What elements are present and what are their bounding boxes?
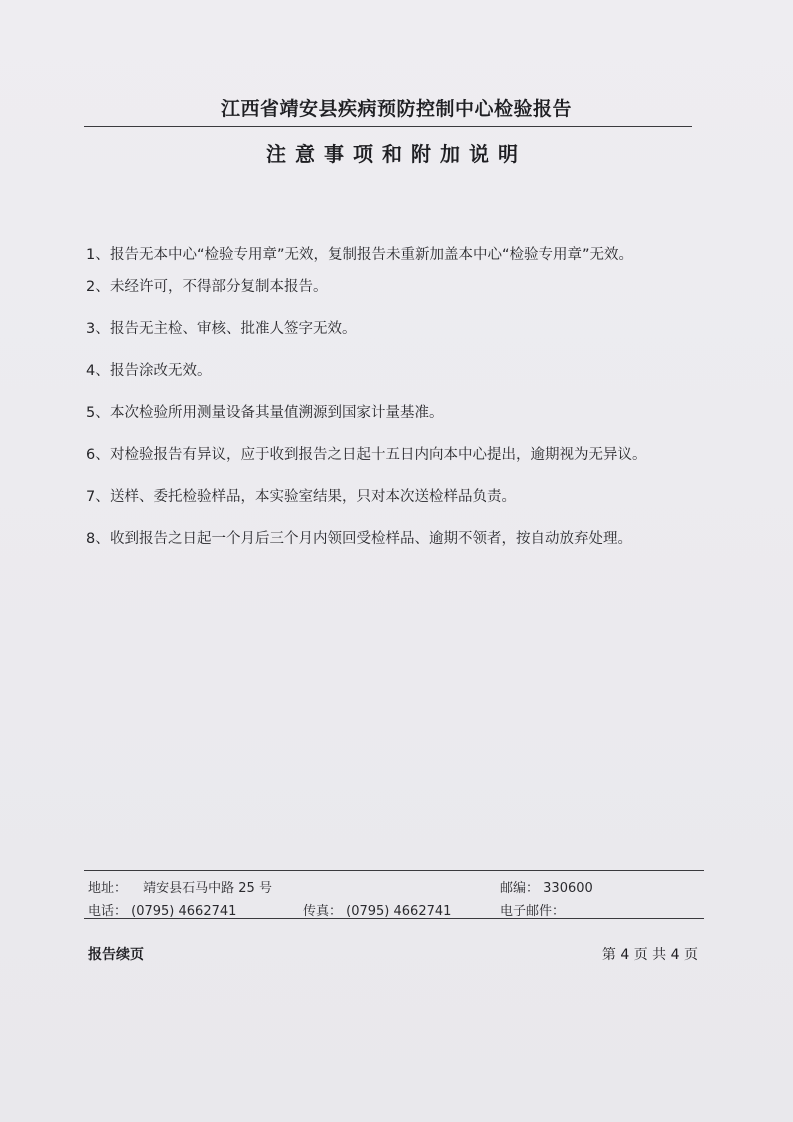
email-line <box>500 900 565 919</box>
note-item <box>86 528 706 550</box>
postcode-line <box>500 877 593 896</box>
fax-label: 传真： <box>303 904 343 919</box>
note-item <box>86 276 706 298</box>
note-number: 6、 <box>86 447 110 463</box>
note-number: 2、 <box>86 279 110 295</box>
note-number: 4、 <box>86 363 110 379</box>
page-number: 第 4 页 共 4 页 <box>601 947 698 963</box>
note-text: 报告涂改无效。 <box>110 363 212 379</box>
note-item <box>86 234 706 276</box>
note-number: 1、 <box>86 247 110 263</box>
fax-value: (0795) 4662741 <box>346 904 452 919</box>
postcode-label: 邮编： <box>500 881 540 896</box>
phone-label: 电话： <box>88 904 128 919</box>
note-text: 收到报告之日起一个月后三个月内领回受检样品、逾期不领者，按自动放弃处理。 <box>110 531 632 547</box>
address-line <box>88 877 272 896</box>
page-title: 注意事项和附加说明 <box>266 142 527 166</box>
note-item <box>86 360 706 382</box>
address-label: 地址： <box>88 881 128 896</box>
note-number: 8、 <box>86 531 110 547</box>
note-number: 5、 <box>86 405 110 421</box>
note-item <box>86 486 706 508</box>
postcode-value: 330600 <box>543 881 593 896</box>
note-item <box>86 402 706 424</box>
phone-line <box>88 900 236 919</box>
fax-line <box>303 900 451 919</box>
org-title: 江西省靖安县疾病预防控制中心检验报告 <box>220 98 572 120</box>
note-item <box>86 318 706 340</box>
note-text: 对检验报告有异议，应于收到报告之日起十五日内向本中心提出，逾期视为无异议。 <box>110 447 647 463</box>
note-number: 3、 <box>86 321 110 337</box>
note-text: 送样、委托检验样品，本实验室结果，只对本次送检样品负责。 <box>110 489 516 505</box>
note-text: 报告无本中心“检验专用章”无效，复制报告未重新加盖本中心“检验专用章”无效。 <box>110 247 634 263</box>
footer-divider-top <box>84 870 704 871</box>
header-divider <box>84 126 692 127</box>
continuation-label: 报告续页 <box>88 947 144 963</box>
notes-list <box>86 244 706 570</box>
address-value: 靖安县石马中路 25 号 <box>143 881 272 896</box>
note-item <box>86 444 706 466</box>
phone-value: (0795) 4662741 <box>131 904 237 919</box>
note-text: 未经许可，不得部分复制本报告。 <box>110 279 328 295</box>
email-label: 电子邮件： <box>500 904 566 919</box>
footer-divider-bottom <box>84 918 704 919</box>
note-number: 7、 <box>86 489 110 505</box>
note-text: 报告无主检、审核、批准人签字无效。 <box>110 321 357 337</box>
note-text: 本次检验所用测量设备其量值溯源到国家计量基准。 <box>110 405 444 421</box>
